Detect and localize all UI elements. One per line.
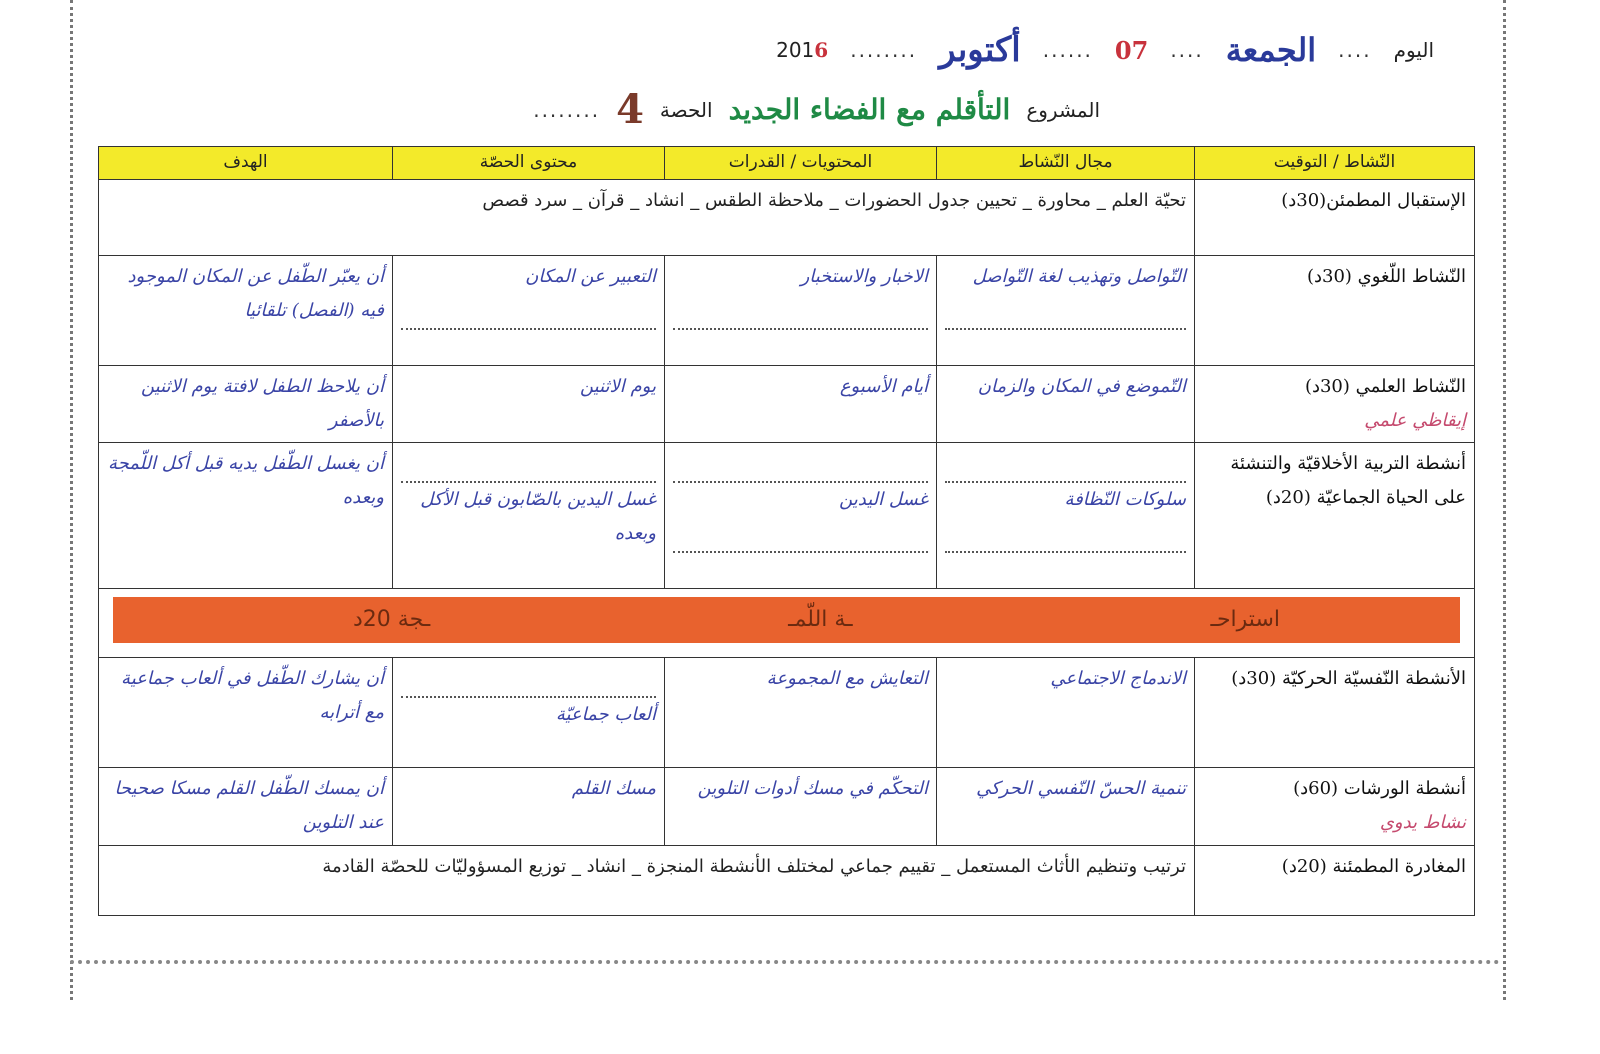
goal-cell: أن يمسك الطّفل القلم مسكا صحيحا عند التلوين	[99, 768, 393, 846]
goal-cell: أن يشارك الطّفل في ألعاب جماعية مع أترابه	[99, 658, 393, 768]
table-row	[99, 180, 1475, 256]
domain-cell: الاندماج الاجتماعي	[937, 658, 1195, 768]
break-cell	[99, 589, 1475, 658]
dotted-line	[945, 447, 1186, 483]
project-label: المشروع	[1026, 97, 1100, 122]
session-cell	[393, 256, 665, 366]
activity-cell: المغادرة المطمئنة (20د)	[1195, 846, 1475, 916]
break-label-mid: ـة اللّمـ	[788, 607, 853, 632]
activity-cell	[1195, 768, 1475, 846]
break-label-start: استراحـ	[1210, 607, 1280, 632]
activity-note: إيقاظي علمي	[1364, 410, 1466, 431]
dotted-line	[945, 294, 1186, 330]
table-row	[99, 658, 1475, 768]
table-row	[99, 366, 1475, 443]
domain-text: سلوكات النّظافة	[1064, 489, 1186, 510]
contents-text: غسل اليدين	[839, 489, 928, 510]
dotted-line	[401, 447, 656, 483]
contents-cell: التحكّم في مسك أدوات التلوين	[665, 768, 937, 846]
table-header-row	[99, 147, 1475, 180]
activity-cell	[1195, 366, 1475, 443]
domain-cell: تنمية الحسّ النّفسي الحركي	[937, 768, 1195, 846]
break-row	[99, 589, 1475, 658]
break-band	[113, 597, 1460, 643]
project-line	[400, 86, 1100, 133]
dotted-line	[401, 294, 656, 330]
wide-content-cell: ترتيب وتنظيم الأثاث المستعمل _ تقييم جماعي لمختلف الأنشطة المنجزة _ انشاد _ توزيع المسؤوليّات للحصّة القادمة	[99, 846, 1195, 916]
day-value: الجمعة	[1225, 31, 1317, 69]
session-cell: يوم الاثنين	[393, 366, 665, 443]
domain-cell: التّموضع في المكان والزمان	[937, 366, 1195, 443]
table-row	[99, 768, 1475, 846]
session-label: الحصة	[659, 97, 713, 122]
domain-cell	[937, 443, 1195, 589]
activity-text: النّشاط العلمي (30د)	[1304, 376, 1466, 397]
dotted-line	[945, 517, 1186, 553]
table-row	[99, 256, 1475, 366]
session-text: ألعاب جماعيّة	[555, 704, 656, 725]
date-line	[334, 30, 1434, 70]
year	[776, 38, 828, 62]
header-goal: الهدف	[99, 147, 393, 180]
contents-cell: أيام الأسبوع	[665, 366, 937, 443]
contents-text: الاخبار والاستخبار	[800, 266, 928, 287]
activity-cell: أنشطة التربية الأخلاقيّة والتنشئة على الحياة الجماعيّة (20د)	[1195, 443, 1475, 589]
year-dots: ........	[850, 38, 918, 62]
day-label: اليوم	[1393, 38, 1434, 62]
session-dots: ........	[533, 97, 601, 122]
wide-content-cell: تحيّة العلم _ محاورة _ تحيين جدول الحضورات _ ملاحظة الطقس _ انشاد _ قرآن _ سرد قصص	[99, 180, 1195, 256]
session-cell	[393, 658, 665, 768]
dotted-line	[673, 294, 928, 330]
goal-cell: أن يلاحظ الطفل لافتة يوم الاثنين بالأصفر	[99, 366, 393, 443]
session-text: التعبير عن المكان	[525, 266, 656, 287]
contents-cell	[665, 443, 937, 589]
activity-cell: الأنشطة النّفسيّة الحركيّة (30د)	[1195, 658, 1475, 768]
header-activity: النّشاط / التوقيت	[1195, 147, 1475, 180]
session-text: غسل اليدين بالصّابون قبل الأكل وبعده	[420, 489, 656, 544]
month-dots: ......	[1042, 38, 1093, 62]
break-label-end: ـجة 20د	[353, 607, 431, 632]
activity-text: أنشطة الورشات (60د)	[1293, 778, 1466, 799]
daily-plan-table	[98, 146, 1475, 916]
bottom-dotted-border	[70, 960, 1500, 964]
month-value: أكتوبر	[939, 30, 1021, 70]
year-prefix: 201	[776, 38, 815, 62]
header-contents: المحتويات / القدرات	[665, 147, 937, 180]
project-value: التأقلم مع الفضاء الجديد	[728, 93, 1011, 126]
date-day: 07	[1114, 35, 1149, 65]
activity-cell: النّشاط اللّغوي (30د)	[1195, 256, 1475, 366]
domain-text: التّواصل وتهذيب لغة التّواصل	[972, 266, 1186, 287]
dotted-line	[401, 662, 656, 698]
activity-cell: الإستقبال المطمئن(30د)	[1195, 180, 1475, 256]
table-row	[99, 846, 1475, 916]
year-digit: 6	[814, 38, 829, 62]
table-row	[99, 443, 1475, 589]
contents-cell: التعايش مع المجموعة	[665, 658, 937, 768]
activity-note: نشاط يدوي	[1379, 812, 1466, 833]
session-cell: مسك القلم	[393, 768, 665, 846]
goal-cell: أن يعبّر الطّفل عن المكان الموجود فيه (الفصل) تلقائيا	[99, 256, 393, 366]
session-cell	[393, 443, 665, 589]
dotted-line	[673, 517, 928, 553]
contents-cell	[665, 256, 937, 366]
domain-cell	[937, 256, 1195, 366]
day-dots: ....	[1338, 38, 1372, 62]
header-domain: مجال النّشاط	[937, 147, 1195, 180]
dotted-line	[673, 447, 928, 483]
session-value: 4	[616, 86, 644, 133]
header-session: محتوى الحصّة	[393, 147, 665, 180]
goal-cell: أن يغسل الطّفل يديه قبل أكل اللّمجة وبعده	[99, 443, 393, 589]
date-dots: ....	[1170, 38, 1204, 62]
